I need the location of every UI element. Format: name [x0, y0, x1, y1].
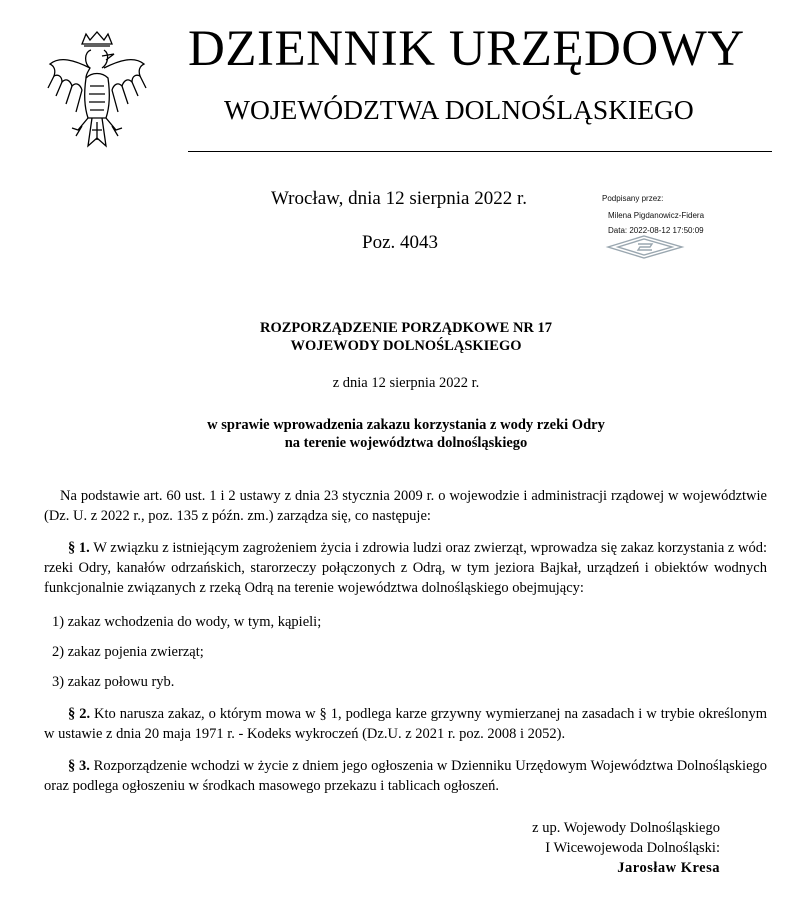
- document-title: [0, 319, 812, 355]
- document-subject-line-1: w sprawie wprowadzenia zakazu korzystania z wody rzeki Odry: [207, 417, 605, 433]
- document-date: z dnia 12 sierpnia 2022 r.: [332, 375, 480, 391]
- issue-position: Poz. 4043: [362, 232, 438, 253]
- list-item: 2) zakaz pojenia zwierząt;: [52, 644, 204, 660]
- issue-place-date: Wrocław, dnia 12 sierpnia 2022 r.: [271, 188, 528, 209]
- signer-line-1: z up. Wojewody Dolnośląskiego: [532, 820, 720, 836]
- signature-signer: Milena Pigdanowicz-Fidera: [608, 211, 705, 220]
- masthead-divider: [188, 151, 772, 152]
- polish-eagle-emblem: [44, 30, 150, 156]
- section-3-number: § 3.: [68, 758, 90, 774]
- signature-seal-icon: [604, 234, 686, 260]
- document-body: [44, 486, 767, 796]
- signer-block: [500, 818, 720, 878]
- section-2-number: § 2.: [68, 706, 91, 722]
- signature-label: Podpisany przez:: [602, 194, 664, 203]
- signature-date: Data: 2022-08-12 17:50:09: [608, 226, 704, 235]
- masthead-subtitle: WOJEWÓDZTWA DOLNOŚLĄSKIEGO: [224, 94, 694, 125]
- masthead-title: DZIENNIK URZĘDOWY: [188, 21, 745, 77]
- electronic-signature-stamp: [602, 194, 742, 264]
- list-item: 1) zakaz wchodzenia do wody, w tym, kąpieli;: [52, 614, 322, 630]
- document-subject: [0, 416, 812, 452]
- section-2-text: Kto narusza zakaz, o którym mowa w § 1, podlega karze grzywny wymierzanej na zasadach i w trybie określonym w ustawie z dnia 20 maja 1971 r. - Kodeks wykroczeń (Dz.U. z 2021 r. poz. 2008 i 2052).: [44, 706, 767, 742]
- preamble-paragraph: Na podstawie art. 60 ust. 1 i 2 ustawy z dnia 23 stycznia 2009 r. o wojewodzie i administracji rządowej w województwie (Dz. U. z 2022 r., poz. 135 z późn. zm.) zarządza się, co następuje:: [44, 488, 767, 524]
- signer-name: Jarosław Kresa: [617, 860, 720, 876]
- document-subject-line-2: na terenie województwa dolnośląskiego: [284, 435, 528, 451]
- section-1-number: § 1.: [68, 540, 90, 556]
- section-3-paragraph: [44, 756, 767, 796]
- signer-line-2: I Wicewojewoda Dolnośląski:: [545, 840, 720, 856]
- section-1-text: W związku z istniejącym zagrożeniem życia i zdrowia ludzi oraz zwierząt, wprowadza się zakaz korzystania z wód: rzeki Odry, kanałów odrzańskich, starorzeczy połączonych z Odrą, w tym jeziora Bajkał, urządzeń i obiektów wodnych funkcjonalnie związanych z rzeką Odrą na terenie województwa dolnośląskiego obejmujący:: [44, 540, 768, 596]
- list-item: 3) zakaz połowu ryb.: [52, 674, 175, 690]
- section-3-text: Rozporządzenie wchodzi w życie z dniem jego ogłoszenia w Dzienniku Urzędowym Województwa Dolnośląskiego oraz podlega ogłoszeniu w środkach masowego przekazu i tablicach ogłoszeń.: [44, 758, 767, 794]
- document-title-line-2: WOJEWODY DOLNOŚLĄSKIEGO: [290, 338, 522, 354]
- section-2-paragraph: [44, 704, 767, 744]
- section-1-paragraph: [44, 538, 767, 598]
- document-title-line-1: ROZPORZĄDZENIE PORZĄDKOWE NR 17: [259, 320, 553, 336]
